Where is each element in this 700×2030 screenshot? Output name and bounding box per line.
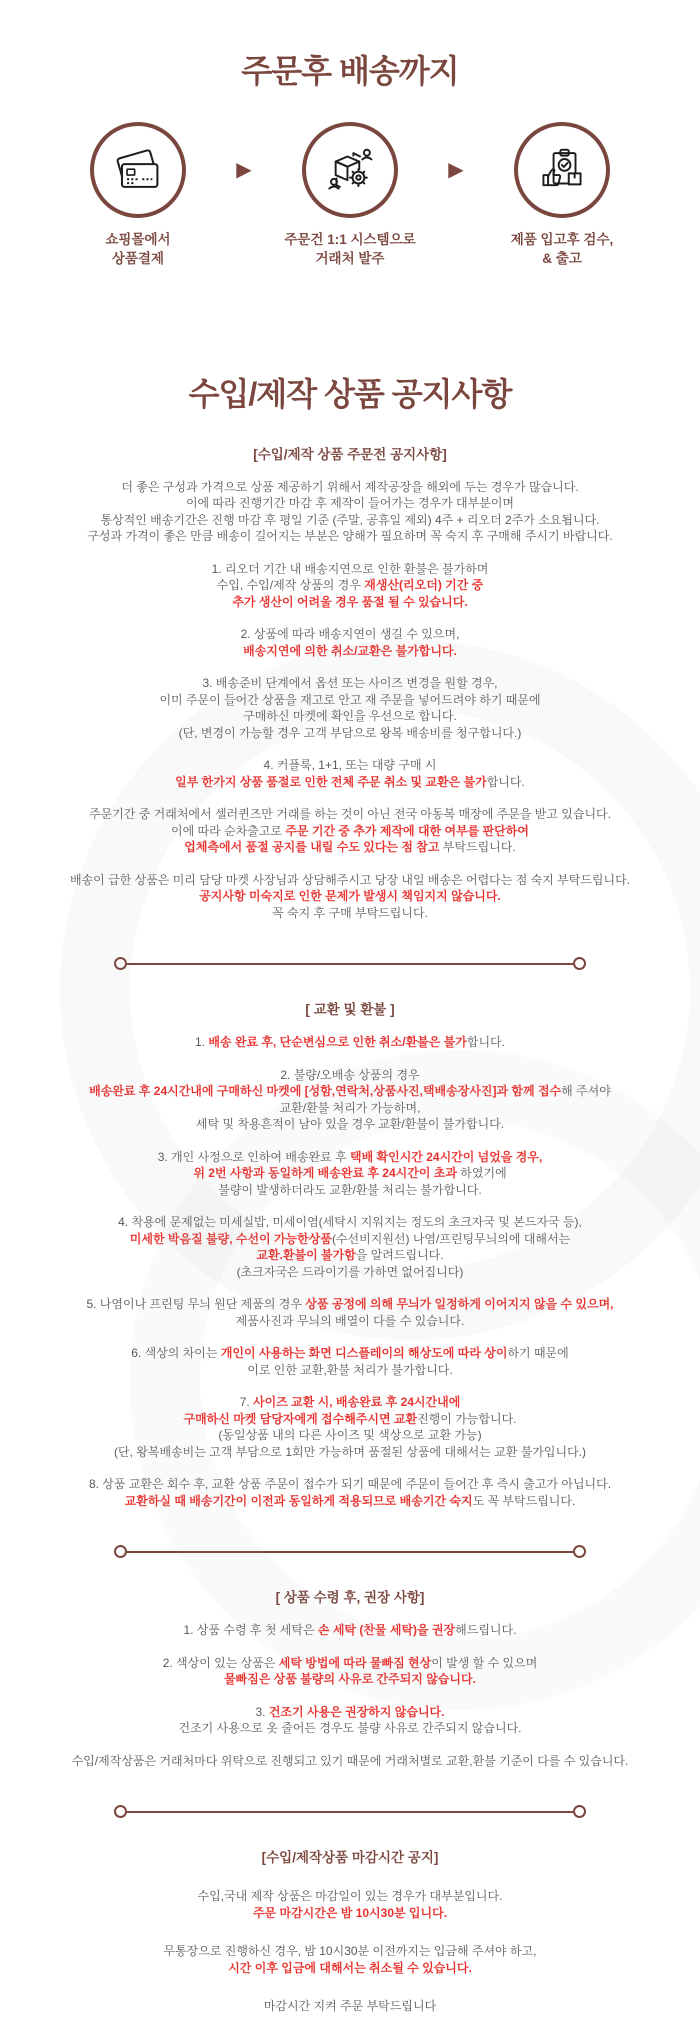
notice-line: 꼭 숙지 후 구매 부탁드립니다. xyxy=(272,905,428,920)
notice-line: 3. 개인 사정으로 인하여 배송완료 후 택배 확인시간 24시간이 넘었을 경우, xyxy=(157,1149,543,1164)
notice-line: 배송완료 후 24시간내에 구매하신 마켓에 [성함,연락처,상품사진,택배송장사진]과 함께 접수해 주셔야 xyxy=(89,1084,611,1099)
highlighted-title-text: 주문후 배송까지 xyxy=(235,46,464,92)
arrow-right-icon: ▶ xyxy=(236,159,252,181)
notice-line: 제품사진과 무늬의 배열이 다를 수 있습니다. xyxy=(235,1313,465,1328)
notice-line: 주문 마감시간은 밤 10시30분 입니다. xyxy=(252,1905,448,1920)
notice-line: (동일상품 내의 다른 사이즈 및 색상으로 교환 가능) xyxy=(218,1428,482,1443)
notice-line: 2. 불량/오배송 상품의 경우 xyxy=(280,1067,420,1082)
divider-dot xyxy=(573,1545,586,1558)
notice-line: 교환/환불 처리가 가능하며, xyxy=(279,1100,421,1115)
notice-block xyxy=(0,1943,700,1976)
notice-line: 불량이 발생하더라도 교환/환불 처리는 불가합니다. xyxy=(218,1182,482,1197)
notice-line: 5. 나염이나 프린팅 무늬 원단 제품의 경우 상품 공정에 의해 무늬가 일정하게 이어지지 않을 수 있으며, xyxy=(86,1297,614,1312)
notice-line: 4. 커플룩, 1+1, 또는 대량 구매 시 xyxy=(263,758,437,773)
notice-line: 통상적인 배송기간은 진행 마감 후 평일 기준 (주말, 공휴일 제외) 4주 + 리오더 2주가 소요됩니다. xyxy=(100,512,600,527)
notice-line: 마감시간 지켜 주문 부탁드립니다 xyxy=(263,1999,437,2014)
section-exchange-refund xyxy=(0,998,700,1509)
notice-line: 시간 이후 입금에 대해서는 취소될 수 있습니다. xyxy=(228,1960,472,1975)
section-divider xyxy=(114,1805,586,1818)
notice-line: 2. 상품에 따라 배송지연이 생길 수 있으며, xyxy=(240,627,460,642)
notice-line: 7. 사이즈 교환 시, 배송완료 후 24시간내에 xyxy=(239,1395,461,1410)
notice-block xyxy=(0,1296,700,1329)
notice-line: 건조기 사용으로 옷 줄어든 경우도 불량 사유로 간주되지 않습니다. xyxy=(178,1721,522,1736)
notice-line: 이에 따라 진행기간 마감 후 제작이 들어가는 경우가 대부분이며 xyxy=(185,496,515,511)
notice-line: 추가 생산이 어려울 경우 품절 될 수 있습니다. xyxy=(232,594,468,609)
notice-line: 더 좋은 구성과 가격으로 상품 제공하기 위해서 제작공장을 해외에 두는 경우가 많습니다. xyxy=(121,479,579,494)
notice-line: 미세한 박음질 불량, 수선이 가능한상품(수선비지원선) 나염/프린팅무늬의에 대해서는 xyxy=(129,1231,571,1246)
notice-line: 1. 상품 수령 후 첫 세탁은 손 세탁 (찬물 세탁)을 권장해드립니다. xyxy=(183,1623,517,1638)
divider-dot xyxy=(114,1545,127,1558)
notice-block xyxy=(0,1753,700,1770)
page-title-delivery xyxy=(0,0,700,92)
notice-line: 이로 인한 교환,환불 처리가 불가합니다. xyxy=(247,1362,453,1377)
notice-line: 이에 따라 순차출고로 주문 기간 중 추가 제작에 대한 여부를 판단하여 xyxy=(171,823,529,838)
notice-block xyxy=(0,1034,700,1051)
notice-block xyxy=(0,479,700,545)
notice-block xyxy=(0,872,700,922)
notice-line: 6. 색상의 차이는 개인이 사용하는 화면 디스플레이의 해상도에 따라 상이하기 때문에 xyxy=(131,1346,569,1361)
notice-line: (단, 왕복배송비는 고객 부담으로 1회만 가능하며 품절된 상품에 대해서는 교환 불가입니다.) xyxy=(114,1444,586,1459)
notice-line: 수입/제작상품은 거래처마다 위탁으로 진행되고 있기 때문에 거래처별로 교환,환불 기준이 다를 수 있습니다. xyxy=(71,1753,629,1768)
divider-dot xyxy=(573,1805,586,1818)
notice-line: 교환하실 때 배송기간이 이전과 동일하게 적용되므로 배송기간 숙지도 꼭 부탁드립니다. xyxy=(124,1493,576,1508)
section-divider xyxy=(114,1545,586,1558)
notice-block xyxy=(0,1476,700,1509)
notice-block xyxy=(0,1149,700,1199)
process-step-label: 제품 입고후 검수, & 출고 xyxy=(510,232,614,266)
divider-line xyxy=(127,963,573,965)
notice-line: 3. 배송준비 단계에서 옵션 또는 사이즈 변경을 원할 경우, xyxy=(202,676,498,691)
notice-line: 세탁 및 착용흔적이 남아 있을 경우 교환/환불이 불가합니다. xyxy=(195,1117,505,1132)
divider-dot xyxy=(114,957,127,970)
notice-line: 주문기간 중 거래처에서 셀러퀸즈만 거래를 하는 것이 아닌 전국 아동복 매장에 주문을 받고 있습니다. xyxy=(89,807,611,822)
order-system-icon xyxy=(302,122,398,218)
notice-block xyxy=(0,1704,700,1737)
section-after-receipt xyxy=(0,1586,700,1769)
section-body xyxy=(0,1888,700,2015)
notice-line: 물빠짐은 상품 불량의 사유로 간주되지 않습니다. xyxy=(224,1672,476,1687)
notice-line: 2. 색상이 있는 상품은 세탁 방법에 따라 물빠짐 현상이 발생 할 수 있으며 xyxy=(162,1655,538,1670)
section-header: [수입/제작상품 마감시간 공지] xyxy=(261,1850,439,1866)
notice-block xyxy=(0,1622,700,1639)
notice-line: 1. 배송 완료 후, 단순변심으로 인한 취소/환불은 불가합니다. xyxy=(195,1035,505,1050)
divider-dot xyxy=(114,1805,127,1818)
highlighted-title-text: 수입/제작 상품 공지사항 xyxy=(183,369,518,415)
section-pre-order-notice xyxy=(0,443,700,922)
notice-line: 구매하신 마켓 담당자에게 접수해주시면 교환진행이 가능합니다. xyxy=(183,1411,517,1426)
notice-block xyxy=(0,1998,700,2015)
notice-line: 공지사항 미숙지로 인한 문제가 발생시 책임지지 않습니다. xyxy=(199,889,501,904)
section-body xyxy=(0,479,700,922)
section-divider xyxy=(114,957,586,970)
notice-line: 배송이 급한 상품은 미리 담당 마켓 사장님과 상담해주시고 당장 내일 배송은 어렵다는 점 숙지 부탁드립니다. xyxy=(69,872,631,887)
section-header: [수입/제작 상품 주문전 공지사항] xyxy=(253,446,447,462)
section-header: [ 상품 수령 후, 권장 사항] xyxy=(275,1590,425,1606)
notice-block xyxy=(0,806,700,856)
notice-line: 무통장으로 진행하신 경우, 밤 10시30분 이전까지는 입금해 주셔야 하고, xyxy=(163,1944,537,1959)
notice-line: 4. 착용에 문제없는 미세실밥, 미세이염(세탁시 지워지는 정도의 초크자국 및 본드자국 등), xyxy=(118,1215,582,1230)
section-body xyxy=(0,1034,700,1509)
notice-line: 수입, 수입/제작 상품의 경우 재생산(리오더) 기간 중 xyxy=(216,578,484,593)
notice-block xyxy=(0,1067,700,1133)
notice-block xyxy=(0,561,700,611)
process-step-order-system xyxy=(257,122,443,269)
divider-dot xyxy=(573,957,586,970)
notice-line: 수입,국내 제작 상품은 마감일이 있는 경우가 대부분입니다. xyxy=(197,1889,503,1904)
notice-line: 구성과 가격이 좋은 만큼 배송이 길어지는 부분은 양해가 필요하며 꼭 숙지 후 구매해 주시기 바랍니다. xyxy=(87,529,613,544)
notice-block xyxy=(0,675,700,741)
notice-line: 1. 리오더 기간 내 배송지연으로 인한 환불은 불가하며 xyxy=(211,561,489,576)
notice-line: (초크자국은 드라이기를 가하면 없어집니다) xyxy=(236,1264,464,1279)
notice-block xyxy=(0,1888,700,1921)
notice-line: 교환.환불이 불가함을 알려드립니다. xyxy=(256,1248,444,1263)
order-process-flow xyxy=(0,122,700,269)
notice-line: 이미 주문이 들어간 상품을 재고로 안고 재 주문을 넣어드려야 하기 때문에 xyxy=(159,692,541,707)
notice-block xyxy=(0,626,700,659)
section-body xyxy=(0,1622,700,1769)
notice-block xyxy=(0,1394,700,1460)
process-step-label: 주문건 1:1 시스템으로 거래처 발주 xyxy=(284,232,416,266)
notice-line: 위 2번 사항과 동일하게 배송완료 후 24시간이 초과 하였기에 xyxy=(193,1166,507,1181)
credit-card-icon xyxy=(90,122,186,218)
arrow-right-icon: ▶ xyxy=(448,159,464,181)
notice-block xyxy=(0,1214,700,1280)
page-title-notice xyxy=(0,369,700,415)
notice-line: (단, 변경이 가능할 경우 고객 부담으로 왕복 배송비를 청구합니다.) xyxy=(178,725,522,740)
notice-block xyxy=(0,757,700,790)
notice-line: 배송지연에 의한 취소/교환은 불가합니다. xyxy=(243,643,457,658)
process-step-payment xyxy=(45,122,231,269)
notice-line: 3. 건조기 사용은 권장하지 않습니다. xyxy=(255,1704,445,1719)
notice-line: 일부 한가지 상품 품절로 인한 전체 주문 취소 및 교환은 불가합니다. xyxy=(175,774,525,789)
notice-line: 8. 상품 교환은 회수 후, 교환 상품 주문이 접수가 되기 때문에 주문이 들어간 후 즉시 출고가 아닙니다. xyxy=(88,1477,612,1492)
notice-line: 업체측에서 품절 공지를 내릴 수도 있다는 점 참고 부탁드립니다. xyxy=(184,840,516,855)
notice-line: 구매하신 마켓에 확인을 우선으로 합니다. xyxy=(243,709,457,724)
section-header: [ 교환 및 환불 ] xyxy=(305,1002,395,1018)
divider-line xyxy=(127,1811,573,1813)
process-step-label: 쇼핑몰에서 상품결제 xyxy=(105,232,171,266)
notice-block xyxy=(0,1345,700,1378)
process-step-inspection xyxy=(469,122,655,269)
section-deadline-notice xyxy=(0,1846,700,2015)
notice-block xyxy=(0,1655,700,1688)
inspection-shipping-icon xyxy=(514,122,610,218)
divider-line xyxy=(127,1551,573,1553)
